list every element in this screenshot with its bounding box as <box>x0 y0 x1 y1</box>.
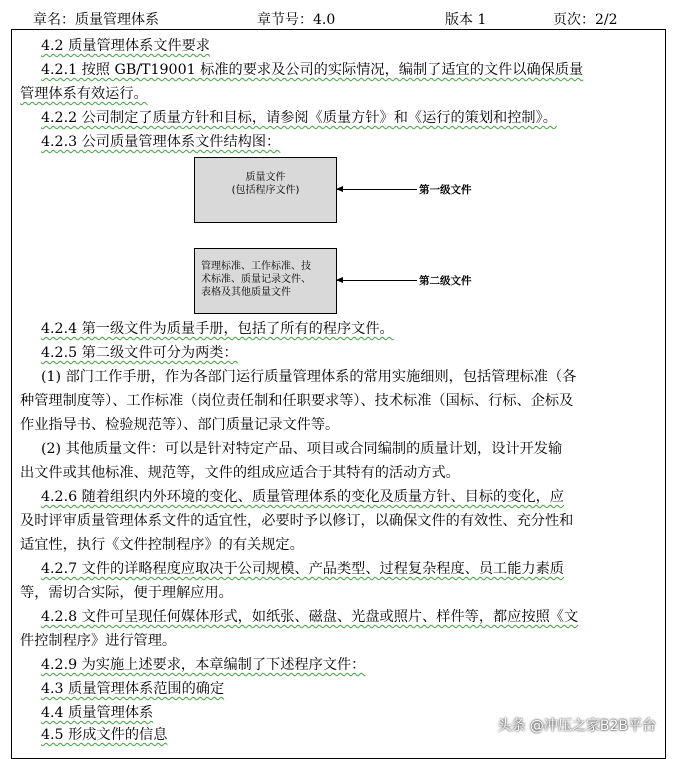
chapter-name: 章名：质量管理体系 <box>33 12 159 28</box>
para-4-2-6-cont2: 适宜性，执行《文件控制程序》的有关规定。 <box>20 537 304 553</box>
section-4-5: 4.5 形成文件的信息 <box>41 727 168 743</box>
para-4-2-5-item2-cont: 出文件或其他标准、规范等，文件的组成应适合于其特有的活动方式。 <box>20 465 460 481</box>
para-4-2-1: 4.2.1 按照 GB/T19001 标准的要求及公司的实际情况，编制了适宜的文件以确保质量 <box>41 62 584 78</box>
para-4-2-5-item1-cont: 种管理制度等）、工作标准（岗位责任制和任职要求等）、技术标准（国标、行标、企标及 <box>20 393 574 409</box>
para-4-2-5-item2: (2) 其他质量文件：可以是针对特定产品、项目或合同编制的质量计划，设计开发输 <box>41 441 563 457</box>
para-4-2-7-cont: 等，需切合实际，便于理解应用。 <box>20 585 233 601</box>
box2-line3: 表格及其他质量文件 <box>201 287 291 298</box>
para-4-2-9: 4.2.9 为实施上述要求，本章编制了下述程序文件： <box>41 657 366 673</box>
para-4-2-5: 4.2.5 第二级文件可分为两类： <box>41 345 238 361</box>
para-4-2-7: 4.2.7 文件的详略程度应取决于公司规模、产品类型、过程复杂程度、员工能力素质 <box>41 561 564 577</box>
version: 版本 1 <box>445 12 487 28</box>
section-4-4: 4.4 质量管理体系 <box>41 705 154 721</box>
chapter-number: 章节号：4.0 <box>257 12 336 28</box>
page-number: 页次：2/2 <box>553 12 618 28</box>
box2-line2: 术标准、质量记录文件、 <box>201 274 311 285</box>
section-4-3: 4.3 质量管理体系范围的确定 <box>41 681 225 697</box>
para-4-2-6: 4.2.6 随着组织内外环境的变化、质量管理体系的变化及质量方针、目标的变化，应 <box>41 489 564 505</box>
section-4-2: 4.2 质量管理体系文件要求 <box>41 38 210 54</box>
para-4-2-1-cont: 管理体系有效运行。 <box>20 86 148 102</box>
box2-line1: 管理标准、工作标准、技 <box>201 261 311 272</box>
para-4-2-5-item1: (1) 部门工作手册，作为各部门运行质量管理体系的常用实施细则，包括管理标准（各 <box>41 369 577 385</box>
para-4-2-8-cont: 件控制程序》进行管理。 <box>20 633 177 649</box>
para-4-2-3: 4.2.3 公司质量管理体系文件结构图： <box>41 134 281 150</box>
box1-line2: (包括程序文件) <box>231 185 300 196</box>
second-level-box <box>194 248 337 314</box>
para-4-2-2: 4.2.2 公司制定了质量方针和目标，请参阅《质量方针》和《运行的策划和控制》。 <box>41 110 557 126</box>
para-4-2-4: 4.2.4 第一级文件为质量手册，包括了所有的程序文件。 <box>41 321 394 337</box>
first-level-box <box>194 157 337 223</box>
second-level-arrow <box>337 280 417 281</box>
second-level-label: 第二级文件 <box>419 275 472 287</box>
box1-line1: 质量文件 <box>245 172 286 183</box>
para-4-2-8: 4.2.8 文件可呈现任何媒体形式，如纸张、磁盘、光盘或照片、样件等，都应按照《文 <box>41 609 579 625</box>
watermark: 头条 @冲压之家B2B平台 <box>497 718 656 734</box>
first-level-label: 第一级文件 <box>419 184 472 196</box>
page-header <box>0 6 680 28</box>
para-4-2-6-cont: 及时评审质量管理体系文件的适宜性，必要时予以修订，以确保文件的有效性、充分性和 <box>20 513 574 529</box>
first-level-arrow <box>337 189 417 190</box>
para-4-2-5-item1-cont2: 作业指导书、检验规范等）、部门质量记录文件等。 <box>20 417 340 433</box>
